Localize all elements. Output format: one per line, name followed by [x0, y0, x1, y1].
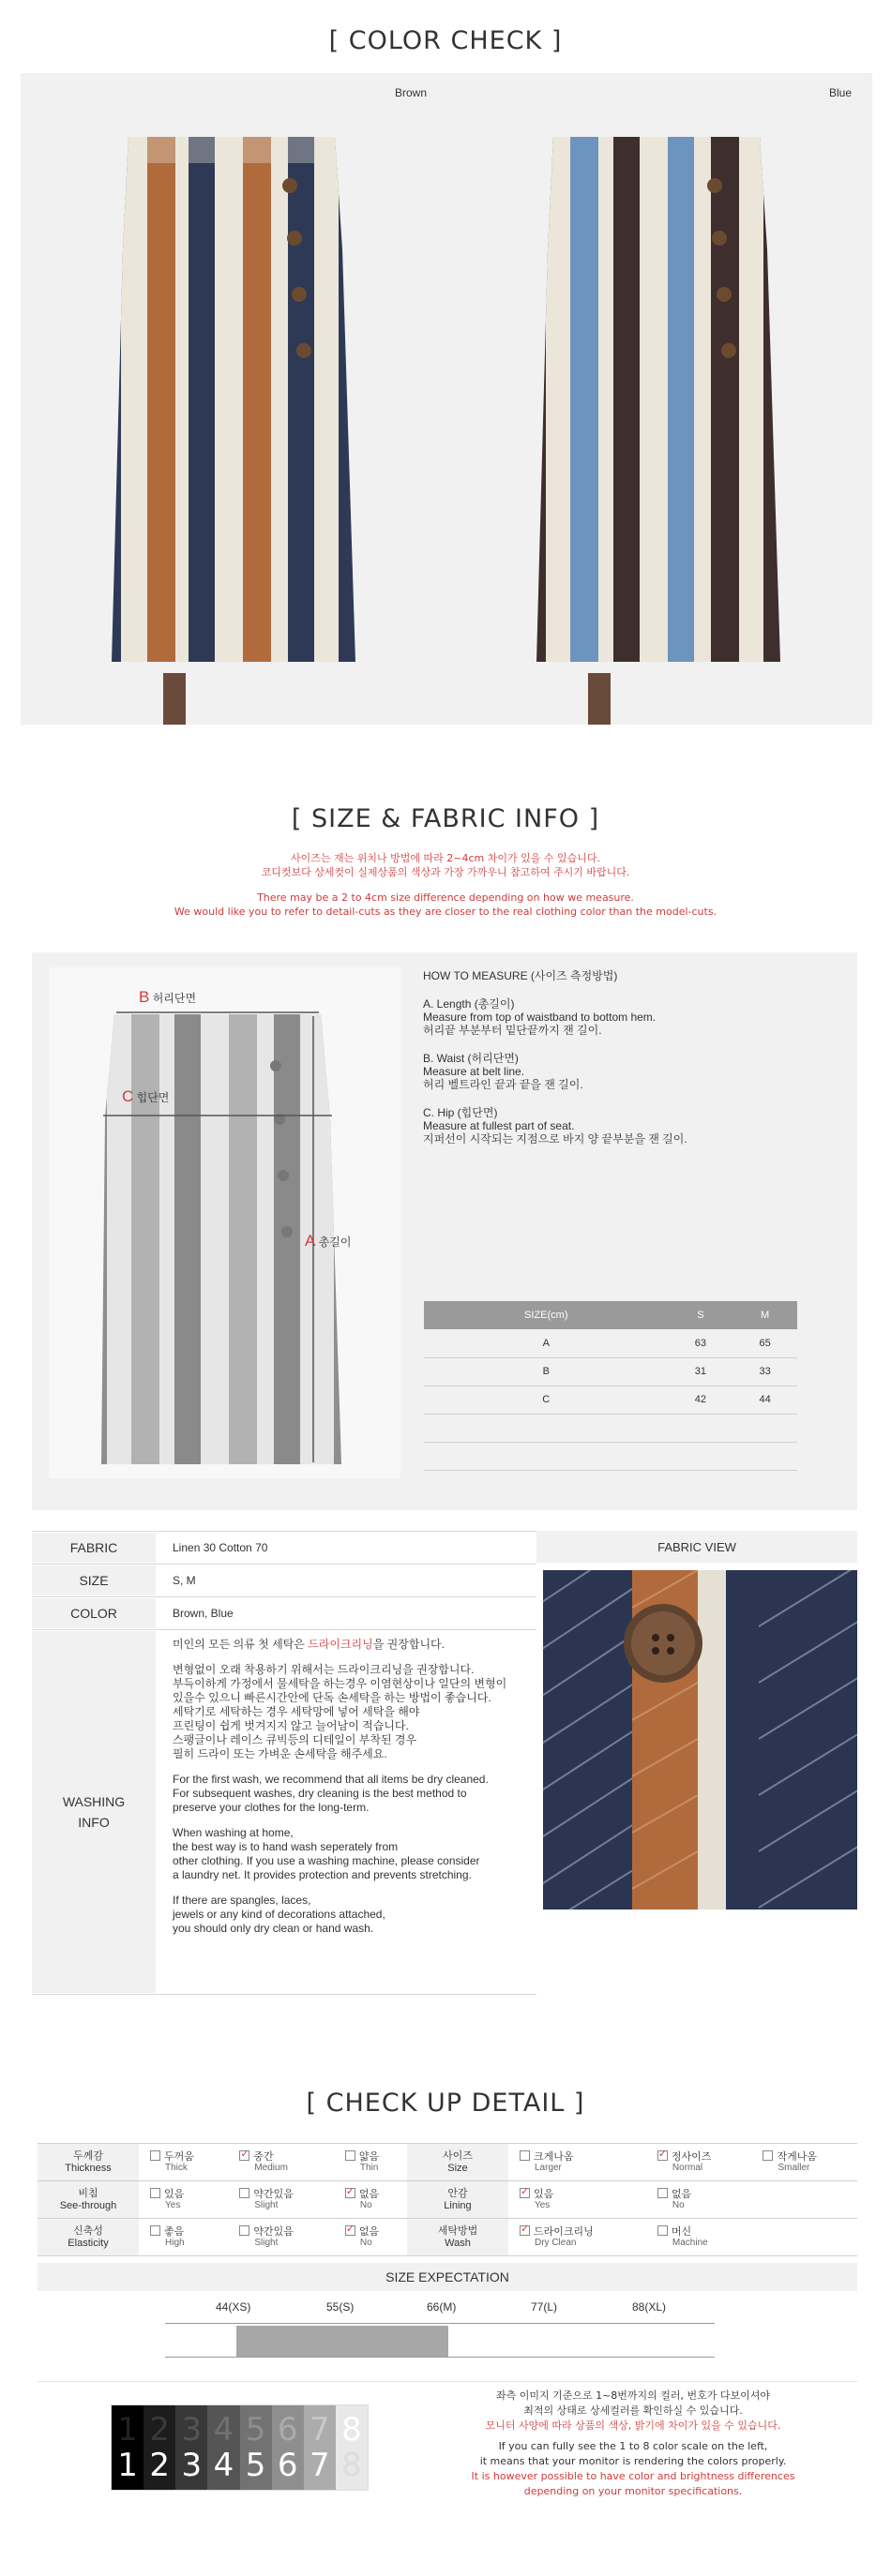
table-row: C 42 44 — [424, 1385, 797, 1414]
skirt-brown-image — [112, 137, 355, 671]
fabric-closeup-image — [543, 1570, 857, 1910]
lining-head: 안감 Lining — [407, 2181, 508, 2219]
table-row: A 63 65 — [424, 1329, 797, 1357]
checkbox-icon — [345, 2150, 355, 2161]
checkbox-icon — [150, 2225, 160, 2236]
wash-head: 세탁방법 Wash — [407, 2219, 508, 2256]
size-exp-label: 77(L) — [531, 2300, 558, 2314]
size-label: SIZE — [32, 1565, 156, 1595]
size-note-en: There may be a 2 to 4cm size difference depending on how we measure. We would like you to refer to detail-cuts as they are closer to the real clothing color than the model-cuts. — [174, 891, 717, 918]
option-normal: ✓정사이즈 Normal — [646, 2144, 752, 2181]
option-thin: 얇음 Thin — [334, 2144, 407, 2181]
check-up-table — [38, 2143, 857, 2256]
option-no: ✓없음 No — [334, 2181, 407, 2219]
size-value: S, M — [173, 1574, 196, 1587]
skirt-blue-image — [536, 137, 780, 671]
checkbox-icon — [239, 2188, 249, 2198]
option-thick: 두꺼움 Thick — [139, 2144, 228, 2181]
label-b: B 허리단면 — [139, 988, 197, 1006]
gray-cell: 7 7 — [304, 2405, 336, 2490]
table-row-empty — [424, 1442, 797, 1470]
measure-panel — [32, 952, 857, 1510]
option-high: 좋음 High — [139, 2219, 228, 2256]
divider — [32, 1629, 536, 1630]
checkbox-icon — [763, 2150, 773, 2161]
mannequin-stand — [163, 673, 186, 725]
photo-blue — [446, 73, 872, 725]
table-row — [38, 2144, 857, 2181]
option-machine: 머신 Machine — [646, 2219, 752, 2256]
fabric-value: Linen 30 Cotton 70 — [173, 1541, 268, 1554]
option-no: ✓없음 No — [334, 2219, 407, 2256]
photo-brown-label: Brown — [394, 86, 427, 99]
option-slight: 약간있음 Slight — [228, 2219, 334, 2256]
table-row — [38, 2181, 857, 2219]
option-lining-yes: ✓있음 Yes — [508, 2181, 646, 2219]
fabric-label: FABRIC — [32, 1533, 156, 1563]
measure-illustration — [49, 967, 400, 1478]
howto-title: HOW TO MEASURE (사이즈 측정방법) — [423, 969, 618, 982]
mannequin-stand — [588, 673, 611, 725]
label-c: C 힙단면 — [122, 1087, 170, 1105]
checked-checkbox-icon — [239, 2150, 249, 2161]
divider — [32, 1531, 536, 1532]
checkbox-icon — [239, 2225, 249, 2236]
photo-brown — [21, 73, 447, 725]
elasticity-head: 신축성 Elasticity — [38, 2219, 139, 2256]
checkbox-icon — [150, 2150, 160, 2161]
table-row-empty — [424, 1414, 797, 1442]
divider — [32, 1994, 536, 1995]
gray-cell: 2 2 — [143, 2405, 175, 2490]
howto-item-b: B. Waist (허리단면) Measure at belt line. 허리 벨트라인 끝과 끝을 잰 길이. — [423, 1052, 583, 1091]
checkbox-icon — [520, 2150, 530, 2161]
checkbox-icon — [657, 2225, 668, 2236]
gray-scale-test — [111, 2404, 369, 2491]
checkbox-icon — [150, 2188, 160, 2198]
option-larger: 크게나옴 Larger — [508, 2144, 646, 2181]
size-exp-track — [165, 2357, 715, 2358]
checked-checkbox-icon — [657, 2150, 668, 2161]
skirt-measure-diagram — [49, 967, 400, 1478]
gray-cell: 3 3 — [175, 2405, 207, 2490]
washing-info-label: WASHING INFO — [32, 1631, 156, 1993]
divider — [38, 2381, 857, 2382]
checked-checkbox-icon — [345, 2188, 355, 2198]
gray-cell: 6 6 — [272, 2405, 304, 2490]
size-table — [424, 1301, 797, 1471]
checked-checkbox-icon — [345, 2225, 355, 2236]
gray-cell: 1 1 — [112, 2405, 143, 2490]
size-exp-label: 44(XS) — [216, 2300, 251, 2314]
checkbox-icon — [657, 2188, 668, 2198]
size-exp-range-bar — [236, 2326, 448, 2357]
divider — [32, 1564, 536, 1565]
fabric-info — [32, 1531, 857, 1999]
howto-item-c: C. Hip (힙단면) Measure at fullest part of seat. 지퍼선이 시작되는 지점으로 바지 양 끝부분을 잰 길이. — [423, 1106, 687, 1146]
size-exp-label: 88(XL) — [632, 2300, 667, 2314]
color-check-title: [ COLOR CHECK ] — [328, 26, 563, 55]
gray-cell: 5 5 — [240, 2405, 272, 2490]
gray-cell: 4 4 — [207, 2405, 239, 2490]
see-through-head: 비침 See-through — [38, 2181, 139, 2219]
size-exp-label: 55(S) — [326, 2300, 355, 2314]
size-exp-track — [165, 2323, 715, 2324]
table-row: B 31 33 — [424, 1357, 797, 1385]
size-note-kr: 사이즈는 재는 위치나 방법에 따라 2~4cm 차이가 있을 수 있습니다. 코디컷보다 상세컷이 실제상품의 색상과 가장 가까우니 참고하여 주시기 바랍니다. — [261, 852, 630, 878]
option-yes: 있음 Yes — [139, 2181, 228, 2219]
checked-checkbox-icon — [520, 2225, 530, 2236]
color-label: COLOR — [32, 1598, 156, 1628]
option-lining-no: 없음 No — [646, 2181, 752, 2219]
monitor-note: 좌측 이미지 기준으로 1~8번까지의 컬러, 번호가 다보이셔야 최적의 상태로 상세컬러를 확인하실 수 있습니다. 모니터 사양에 따라 상품의 색상, 밝기에 차이가 있을 수 있습니다. If you can fully see the 1 to 8 color scale on the left, it means that your monitor is rendering the colors properly. It is however possible to have color and brightness differences depending on your monitor specifications. — [471, 2389, 795, 2497]
label-a: A 총길이 — [305, 1232, 352, 1250]
color-value: Brown, Blue — [173, 1607, 234, 1620]
fabric-view-title: FABRIC VIEW — [536, 1531, 857, 1563]
table-row — [38, 2219, 857, 2256]
photo-blue-label: Blue — [828, 86, 852, 99]
size-table-header: SIZE(cm) S M — [424, 1301, 797, 1329]
check-up-title: [ CHECK UP DETAIL ] — [306, 2089, 585, 2118]
option-medium: ✓중간 Medium — [228, 2144, 334, 2181]
size-exp-label: 66(M) — [427, 2300, 457, 2314]
thickness-head: 두께감 Thickness — [38, 2144, 139, 2181]
option-smaller: 작게나옴 Smaller — [751, 2144, 857, 2181]
checked-checkbox-icon — [520, 2188, 530, 2198]
option-slight: 약간있음 Slight — [228, 2181, 334, 2219]
size-expectation-title: SIZE EXPECTATION — [38, 2263, 857, 2291]
how-to-measure — [423, 969, 836, 1161]
howto-item-a: A. Length (총길이) Measure from top of waistband to bottom hem. 허리끝 부분부터 밑단끝까지 잰 길이. — [423, 997, 657, 1037]
size-fabric-title: [ SIZE & FABRIC INFO ] — [291, 804, 600, 833]
gray-cell: 8 8 — [336, 2405, 368, 2490]
divider — [32, 1596, 536, 1597]
size-head: 사이즈 Size — [407, 2144, 508, 2181]
option-dry-clean: ✓드라이크리닝 Dry Clean — [508, 2219, 646, 2256]
washing-info-text: 미인의 모든 의류 첫 세탁은 드라이크리닝을 권장합니다. 변형없이 오래 착용하기 위해서는 드라이크리닝을 권장합니다. 부득이하게 가정에서 물세탁을 하는경우 이염현상이나 일단의 변형이 있을수 있으니 빠른시간안에 단독 손세탁을 하는 방법이 좋습니다. 세탁기로 세탁하는 경우 세탁망에 넣어 세탁을 해야 프린팅이 쉽게 벗겨지지 않고 늘어남이 적습니다. 스팽글이나 레이스 큐빅등의 디테일이 부착된 경우 필히 드라이 또는 가벼운 손세탁을 해주세요. For the first wash, we recommend that all items be dry cleaned. For subsequent washes, dry cleaning is the best method to preserve your clothes for the long-term. When washing at home, the best way is to hand wash seperately from other clothing. If you use a washing machine, please consider a laundry net. It provides protection and prevents stretching. If there are spangles, laces, jewels or any kind of decorations attached, you should only dry clean or hand wash. — [173, 1638, 507, 1935]
